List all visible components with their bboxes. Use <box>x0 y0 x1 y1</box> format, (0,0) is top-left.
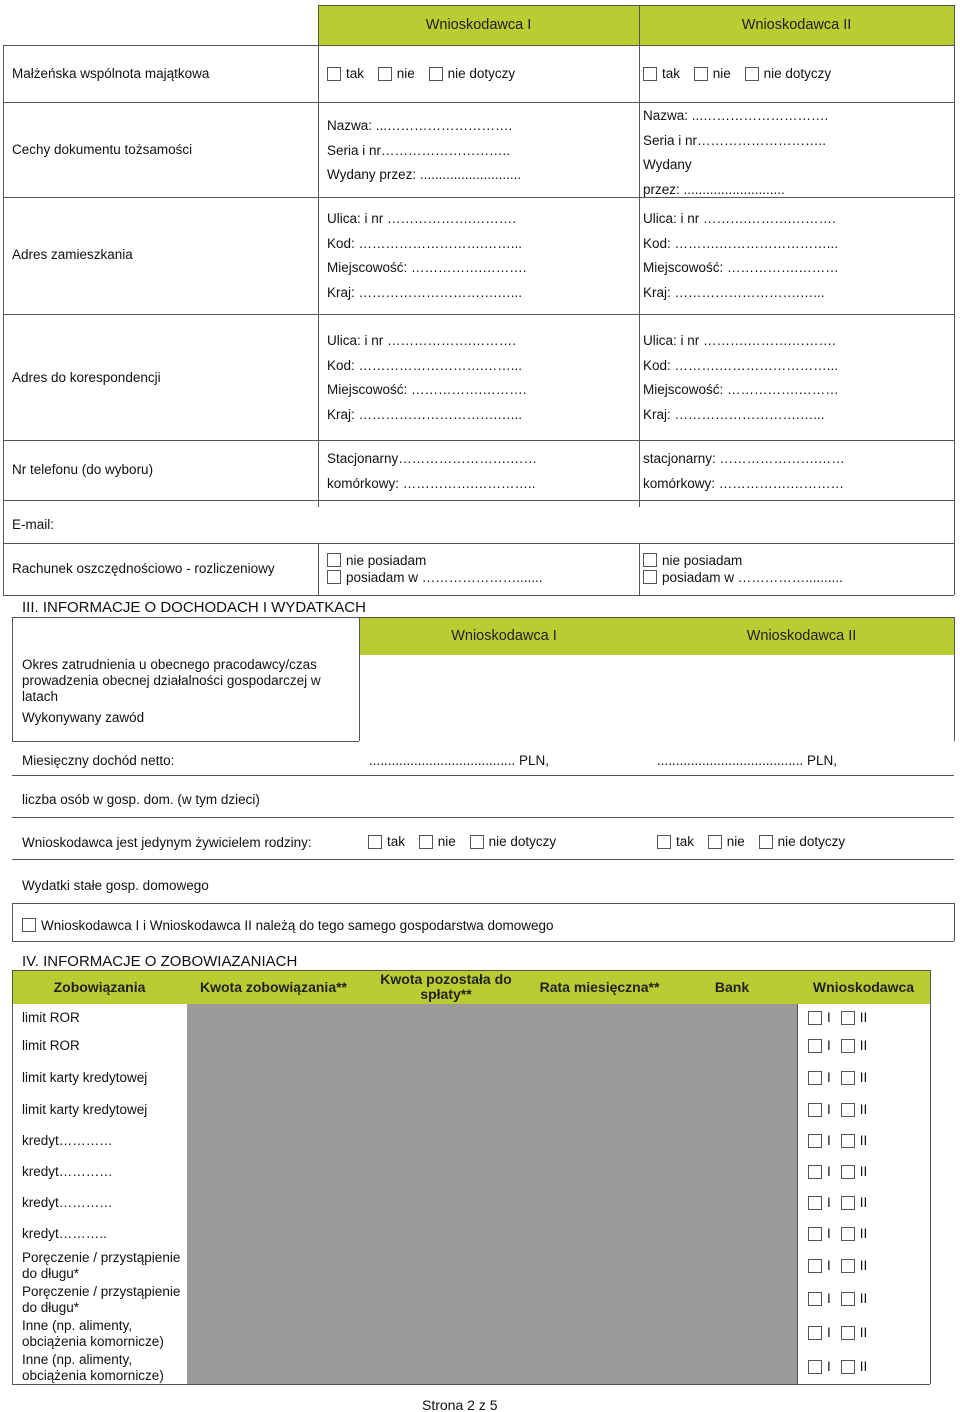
breadwinner-a1-yes-checkbox[interactable] <box>368 835 382 849</box>
s3-header-applicant1: Wnioskodawca I <box>359 617 649 655</box>
occupation-label: Wykonywany zawód <box>22 710 145 725</box>
liability-row: limit ROR <box>22 1010 80 1025</box>
breadwinner-options-a1: tak nie nie dotyczy <box>368 834 566 852</box>
account-a1-has-checkbox[interactable] <box>327 570 341 584</box>
email-label: E-mail: <box>12 517 55 532</box>
phone-a1[interactable]: Stacjonarny…………………….…… komórkowy: …………….………….. <box>327 451 538 491</box>
breadwinner-a2-na-checkbox[interactable] <box>759 835 773 849</box>
account-a2: nie posiadam posiadam w …………….......... <box>643 552 843 586</box>
applicant-i-checkbox[interactable] <box>808 1103 822 1117</box>
applicant-ii-checkbox[interactable] <box>841 1165 855 1179</box>
liability-row: limit karty kredytowej <box>22 1070 148 1085</box>
account-a2-none-checkbox[interactable] <box>643 553 657 567</box>
account-a2-has-checkbox[interactable] <box>643 570 657 584</box>
row-applicant-select: I II <box>808 1291 877 1309</box>
applicant-i-checkbox[interactable] <box>808 1292 822 1306</box>
s3-header-applicant2: Wnioskodawca II <box>649 617 954 655</box>
applicant-i-checkbox[interactable] <box>808 1259 822 1273</box>
marital-options-a2: tak nie nie dotyczy <box>643 66 841 84</box>
address-label: Adres zamieszkania <box>12 247 133 262</box>
marital-options-a1: tak nie nie dotyczy <box>327 66 525 84</box>
liability-row: Inne (np. alimenty, obciążenia komornicze) <box>22 1352 164 1383</box>
marital-a1-na-checkbox[interactable] <box>429 67 443 81</box>
phone-label: Nr telefonu (do wyboru) <box>12 462 154 477</box>
applicant-ii-checkbox[interactable] <box>841 1196 855 1210</box>
liability-row: limit karty kredytowej <box>22 1102 148 1117</box>
applicant-i-checkbox[interactable] <box>808 1039 822 1053</box>
row-applicant-select: I II <box>808 1258 877 1276</box>
applicant-ii-checkbox[interactable] <box>841 1134 855 1148</box>
applicant-i-checkbox[interactable] <box>808 1071 822 1085</box>
expenses-label: Wydatki stałe gosp. domowego <box>22 878 209 893</box>
breadwinner-label: Wnioskodawca jest jedynym żywicielem rodziny: <box>22 835 312 850</box>
row-applicant-select: I II <box>808 1226 877 1244</box>
breadwinner-a1-no-checkbox[interactable] <box>419 835 433 849</box>
applicant-ii-checkbox[interactable] <box>841 1227 855 1241</box>
liability-row: kredyt………… <box>22 1164 113 1179</box>
household-label: liczba osób w gosp. dom. (w tym dzieci) <box>22 792 260 807</box>
id-doc-a1[interactable]: Nazwa: ...………………………. Seria i nr……………………….. Wydany przez: ........................... <box>327 118 522 182</box>
amounts-shaded-area <box>187 1004 797 1384</box>
breadwinner-options-a2: tak nie nie dotyczy <box>657 834 855 852</box>
same-household-checkbox[interactable] <box>22 918 36 932</box>
applicant-ii-checkbox[interactable] <box>841 1011 855 1025</box>
col-remaining: Kwota pozostała do spłaty** <box>360 970 532 1004</box>
correspondence-label: Adres do korespondencji <box>12 370 161 385</box>
section4-title: IV. INFORMACJE O ZOBOWIAZANIACH <box>22 953 298 970</box>
liability-row: kredyt……….. <box>22 1226 107 1241</box>
income-a2-field[interactable]: ....................................... PLN, <box>657 753 838 768</box>
liability-row: Inne (np. alimenty, obciążenia komornicze) <box>22 1318 164 1349</box>
applicant-i-checkbox[interactable] <box>808 1360 822 1374</box>
liability-row: Poręczenie / przystąpienie do długu* <box>22 1284 181 1315</box>
marital-a2-na-checkbox[interactable] <box>745 67 759 81</box>
address-a2[interactable]: Ulica: i nr ……….……….………. Kod: ……….……………………... Miejscowość: …………….……… Kraj: ……………………….…... <box>643 211 839 300</box>
applicant-ii-checkbox[interactable] <box>841 1360 855 1374</box>
header-applicant2: Wnioskodawca II <box>639 5 954 45</box>
income-a1-field[interactable]: ....................................... PLN, <box>369 753 550 768</box>
marital-label: Małżeńska wspólnota majątkowa <box>12 66 210 81</box>
applicant-i-checkbox[interactable] <box>808 1227 822 1241</box>
applicant-ii-checkbox[interactable] <box>841 1039 855 1053</box>
applicant-i-checkbox[interactable] <box>808 1326 822 1340</box>
applicant-i-checkbox[interactable] <box>808 1011 822 1025</box>
row-applicant-select: I II <box>808 1164 877 1182</box>
address-a1[interactable]: Ulica: i nr ……………….………. Kod: ……………………….……... Miejscowość: …………….………. Kraj: ………………………….…... <box>327 211 527 300</box>
id-doc-label: Cechy dokumentu tożsamości <box>12 142 193 157</box>
row-applicant-select: I II <box>808 1195 877 1213</box>
correspondence-a2[interactable]: Ulica: i nr ……….……….………. Kod: ……….……………………... Miejscowość: …………….……… Kraj: ……………………….…... <box>643 333 839 422</box>
liability-row: kredyt………… <box>22 1195 113 1210</box>
marital-a1-no-checkbox[interactable] <box>378 67 392 81</box>
col-liabilities: Zobowiązania <box>12 970 187 1004</box>
same-household-row <box>22 918 554 933</box>
applicant-ii-checkbox[interactable] <box>841 1103 855 1117</box>
row-applicant-select: I II <box>808 1010 877 1028</box>
account-label: Rachunek oszczędnościowo - rozliczeniowy <box>12 561 275 576</box>
marital-a1-yes-checkbox[interactable] <box>327 67 341 81</box>
applicant-i-checkbox[interactable] <box>808 1196 822 1210</box>
income-label: Miesięczny dochód netto: <box>22 753 175 768</box>
applicant-ii-checkbox[interactable] <box>841 1326 855 1340</box>
applicant-i-checkbox[interactable] <box>808 1134 822 1148</box>
breadwinner-a2-no-checkbox[interactable] <box>708 835 722 849</box>
id-doc-a2[interactable]: Nazwa: ...………………………. Seria i nr……………………….. Wydany przez: ........................... <box>643 108 829 197</box>
header-applicant1: Wnioskodawca I <box>318 5 639 45</box>
applicant-ii-checkbox[interactable] <box>841 1259 855 1273</box>
row-applicant-select: I II <box>808 1038 877 1056</box>
correspondence-a1[interactable]: Ulica: i nr ……………….………. Kod: ……………………….……... Miejscowość: …………….………. Kraj: ………………………….…... <box>327 333 527 422</box>
breadwinner-a1-na-checkbox[interactable] <box>470 835 484 849</box>
col-amount: Kwota zobowiązania** <box>187 970 360 1004</box>
row-applicant-select: I II <box>808 1102 877 1120</box>
employment-label: Okres zatrudnienia u obecnego pracodawcy/czas prowadzenia obecnej działalności gospodarczej w latach <box>22 657 321 704</box>
liability-row: limit ROR <box>22 1038 80 1053</box>
section3-title: III. INFORMACJE O DOCHODACH I WYDATKACH <box>22 599 366 616</box>
marital-a2-no-checkbox[interactable] <box>694 67 708 81</box>
account-a1-none-checkbox[interactable] <box>327 553 341 567</box>
applicant-ii-checkbox[interactable] <box>841 1071 855 1085</box>
col-installment: Rata miesięczna** <box>532 970 667 1004</box>
page-number: Strona 2 z 5 <box>422 1397 498 1412</box>
breadwinner-a2-yes-checkbox[interactable] <box>657 835 671 849</box>
applicant-ii-checkbox[interactable] <box>841 1292 855 1306</box>
row-applicant-select: I II <box>808 1133 877 1151</box>
row-applicant-select: I II <box>808 1359 877 1377</box>
account-a1: nie posiadam posiadam w …………………....... <box>327 552 543 586</box>
liability-row: Poręczenie / przystąpienie do długu* <box>22 1250 181 1281</box>
row-applicant-select: I II <box>808 1070 877 1088</box>
marital-a2-yes-checkbox[interactable] <box>643 67 657 81</box>
applicant-i-checkbox[interactable] <box>808 1165 822 1179</box>
row-applicant-select: I II <box>808 1325 877 1343</box>
phone-a2[interactable]: stacjonarny: ………………….…… komórkowy: …………….………… <box>643 451 845 491</box>
col-applicant: Wnioskodawca <box>797 970 930 1004</box>
col-bank: Bank <box>667 970 797 1004</box>
same-household-label: Wnioskodawca I i Wnioskodawca II należą do tego samego gospodarstwa domowego <box>41 918 554 933</box>
liability-row: kredyt………… <box>22 1133 113 1148</box>
